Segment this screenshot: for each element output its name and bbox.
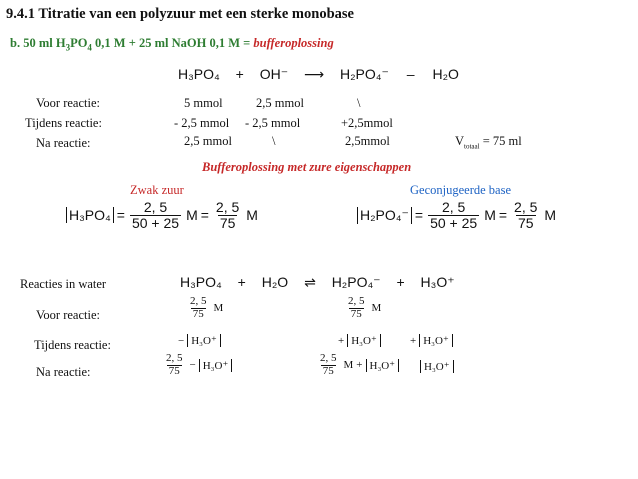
na-a-den: 75 bbox=[168, 364, 180, 377]
na-c-sp: H₃O⁺ bbox=[420, 360, 454, 373]
equals-2: = bbox=[200, 207, 209, 224]
product-h2o: H₂O bbox=[432, 66, 459, 82]
subtitle-highlight: bufferoplossing bbox=[253, 36, 334, 50]
na-a-sp: H₃O⁺ bbox=[199, 359, 233, 372]
na-a-num: 2, 5 bbox=[166, 352, 183, 364]
equals-4: = bbox=[498, 207, 508, 224]
voor-a-num: 2, 5 bbox=[190, 295, 207, 307]
row2-label: Tijdens reactie: bbox=[25, 116, 102, 130]
zwak-zuur-label: Zwak zuur bbox=[130, 183, 184, 197]
na-base bbox=[316, 353, 399, 377]
row3-c3: 2,5mmol bbox=[345, 134, 390, 148]
base-f2-den: 75 bbox=[517, 214, 534, 231]
na-h3o bbox=[420, 360, 454, 373]
base-species: H₂PO₄⁻ bbox=[357, 207, 412, 224]
row1-c3: \ bbox=[357, 96, 361, 110]
na-b-den: 75 bbox=[322, 364, 334, 377]
v-total-rest: = 75 ml bbox=[479, 134, 522, 148]
subtitle-mid: PO bbox=[70, 36, 88, 50]
base-unit-2: M bbox=[544, 207, 557, 224]
tijdens-label-2: Tijdens reactie: bbox=[34, 338, 111, 352]
na-b-sp: H₃O⁺ bbox=[366, 359, 400, 372]
tijdens-a-sp: H₃O⁺ bbox=[187, 334, 221, 347]
v-total bbox=[455, 134, 522, 151]
equals-3: = bbox=[414, 207, 424, 224]
subtitle-rest: 0,1 M + 25 ml NaOH 0,1 M = bbox=[91, 36, 254, 50]
na-b-unit: M bbox=[343, 359, 354, 372]
geconjugeerde-base-label: Geconjugeerde base bbox=[410, 183, 511, 197]
na-a-op: − bbox=[189, 359, 196, 372]
row2-c3: +2,5mmol bbox=[341, 116, 393, 130]
tijdens-b-sp: H₃O⁺ bbox=[347, 334, 381, 347]
tijdens-h3o bbox=[410, 334, 453, 347]
reactant-oh: OH⁻ bbox=[259, 66, 289, 82]
buffer-heading: Bufferoplossing met zure eigenschappen bbox=[202, 160, 412, 174]
voor-base bbox=[344, 296, 381, 320]
voor-b-den: 75 bbox=[350, 307, 362, 320]
base-f1-den: 50 + 25 bbox=[430, 214, 478, 231]
reactant-h3po4: H₃PO₄ bbox=[178, 66, 220, 82]
plus-sign: + bbox=[235, 66, 244, 82]
voor-b-unit: M bbox=[371, 302, 382, 315]
tijdens-a-op: − bbox=[178, 334, 185, 347]
tijdens-c-sp: H₃O⁺ bbox=[419, 334, 453, 347]
product-h3o: H₃O⁺ bbox=[420, 274, 455, 290]
v-total-sub: totaal bbox=[464, 142, 480, 151]
voor-a-unit: M bbox=[213, 302, 224, 315]
section-title: 9.4.1 Titratie van een polyzuur met een sterke monobase bbox=[6, 6, 354, 22]
acid-f1-num: 2, 5 bbox=[143, 199, 168, 215]
reaction-equation-1 bbox=[178, 66, 459, 83]
row2-c2: - 2,5 mmol bbox=[245, 116, 301, 130]
base-unit-1: M bbox=[484, 207, 496, 224]
subtitle-sub2: 4 bbox=[87, 42, 92, 53]
row3-c1: 2,5 mmol bbox=[184, 134, 232, 148]
base-f2-num: 2, 5 bbox=[514, 199, 538, 215]
tijdens-c-op: + bbox=[410, 334, 417, 347]
acid-f2-den: 75 bbox=[219, 214, 236, 231]
voor-acid bbox=[186, 296, 223, 320]
acid-unit-2: M bbox=[246, 207, 258, 224]
plus-sign-3: + bbox=[396, 274, 405, 290]
reactant-h3po4-2: H₃PO₄ bbox=[180, 274, 222, 290]
minus-sign: – bbox=[406, 66, 415, 82]
voor-a-den: 75 bbox=[192, 307, 204, 320]
na-b-num: 2, 5 bbox=[320, 352, 337, 364]
voor-b-num: 2, 5 bbox=[348, 295, 365, 307]
row3-label: Na reactie: bbox=[36, 136, 91, 150]
na-b-op: + bbox=[356, 359, 363, 372]
reactions-in-water-label: Reacties in water bbox=[20, 277, 107, 291]
product-h2po4: H₂PO₄⁻ bbox=[339, 66, 389, 82]
row3-c2: \ bbox=[272, 134, 276, 148]
row1-c2: 2,5 mmol bbox=[256, 96, 304, 110]
tijdens-b-op: + bbox=[338, 334, 345, 347]
subtitle-sub1: 3 bbox=[65, 42, 71, 53]
na-acid bbox=[162, 353, 232, 377]
acid-unit-1: M bbox=[186, 207, 198, 224]
tijdens-acid bbox=[178, 334, 221, 347]
equilibrium-arrow: ⇌ bbox=[304, 274, 316, 290]
voor-label-2: Voor reactie: bbox=[36, 308, 100, 322]
acid-f2-num: 2, 5 bbox=[215, 199, 240, 215]
reaction-equation-2 bbox=[180, 274, 455, 291]
acid-species: H₃PO₄ bbox=[66, 207, 114, 223]
reactant-h2o: H₂O bbox=[261, 274, 289, 290]
v-total-prefix: V bbox=[455, 134, 465, 148]
equals-1: = bbox=[116, 207, 125, 224]
row1-label: Voor reactie: bbox=[36, 96, 100, 110]
plus-sign-2: + bbox=[237, 274, 246, 290]
base-concentration bbox=[357, 200, 556, 230]
product-h2po4-2: H₂PO₄⁻ bbox=[331, 274, 381, 290]
acid-f1-den: 50 + 25 bbox=[131, 214, 180, 231]
acid-concentration bbox=[66, 200, 258, 230]
reaction-arrow: ⟶ bbox=[304, 66, 325, 82]
row1-c1: 5 mmol bbox=[184, 96, 223, 110]
na-label-2: Na reactie: bbox=[36, 365, 91, 379]
base-f1-num: 2, 5 bbox=[441, 199, 466, 215]
subtitle bbox=[10, 36, 334, 53]
subtitle-prefix: b. 50 ml H bbox=[10, 36, 66, 50]
row2-c1: - 2,5 mmol bbox=[174, 116, 230, 130]
tijdens-base bbox=[338, 334, 381, 347]
